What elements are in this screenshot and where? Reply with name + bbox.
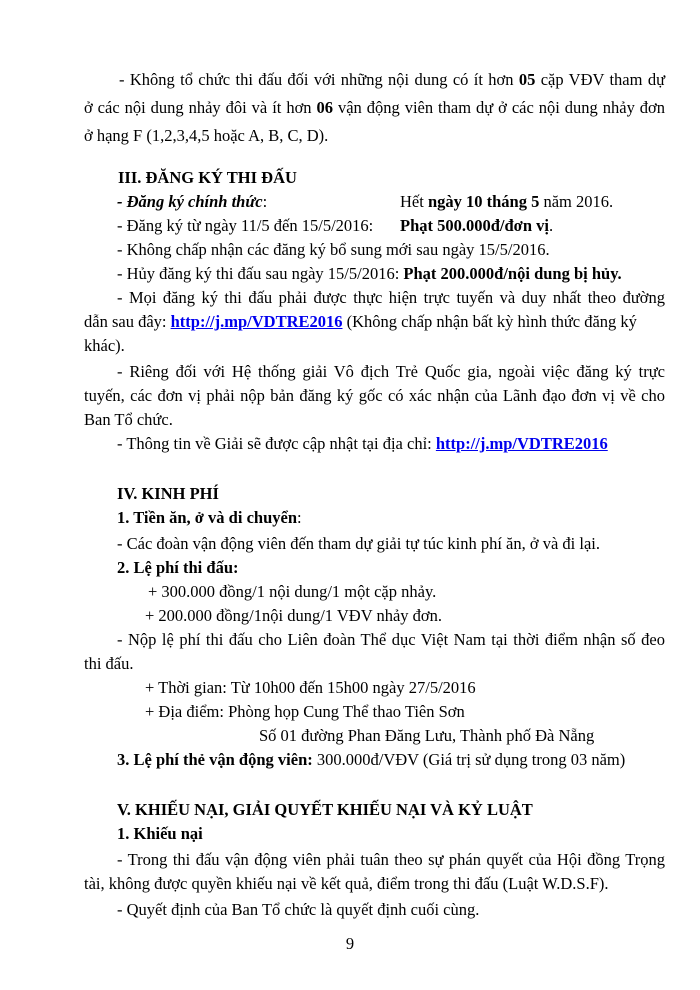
payment-place: + Địa điểm: Phòng họp Cung Thể thao Tiên Sơn [145,702,465,721]
page-number: 9 [345,934,355,953]
fee-payment-line-1: - Nộp lệ phí thi đấu cho Liên đoàn Thể dục Việt Nam tại thời điểm nhận số đeo [117,630,665,649]
payment-address: Số 01 đường Phan Đăng Lưu, Thành phố Đà Nẵng [259,726,595,745]
intro-line-1: - Không tổ chức thi đấu đối với những nội dung có ít hơn 05 cặp VĐV tham dự [119,70,666,89]
complaints-line-3: - Quyết định của Ban Tổ chức là quyết định cuối cùng. [117,900,480,919]
info-update: - Thông tin về Giải sẽ được cập nhật tại địa chỉ: http://j.mp/VDTRE2016 [117,434,608,453]
food-accommodation-title: 1. Tiền ăn, ở và di chuyển: [117,508,302,527]
late-registration-fine: Phạt 500.000đ/đơn vị. [400,216,554,235]
payment-time: + Thời gian: Từ 10h00 đến 15h00 ngày 27/5/2016 [145,678,476,697]
athlete-card-fee: 3. Lệ phí thẻ vận động viên: 300.000đ/VĐV (Giá trị sử dụng trong 03 năm) [117,750,626,769]
youth-championship-line-2: tuyến, các đơn vị phải nộp bản đăng ký gốc có xác nhận của Lãnh đạo đơn vị về cho [84,386,665,405]
youth-championship-line-3: Ban Tổ chức. [84,410,173,429]
no-additional-registration: - Không chấp nhận các đăng ký bổ sung mới sau ngày 15/5/2016. [117,240,550,259]
section-4-heading: IV. KINH PHÍ [117,484,219,503]
registration-link[interactable]: http://j.mp/VDTRE2016 [170,312,343,331]
section-5-heading: V. KHIẾU NẠI, GIẢI QUYẾT KHIẾU NẠI VÀ KỶ LUẬT [117,800,533,819]
entry-fee-solo: + 200.000 đồng/1nội dung/1 VĐV nhảy đơn. [145,606,443,625]
official-registration-label: - Đăng ký chính thức: [117,192,268,211]
online-registration-line-2: dẫn sau đây: http://j.mp/VDTRE2016 (Không chấp nhận bất kỳ hình thức đăng ký [84,312,637,331]
entry-fee-title: 2. Lệ phí thi đấu: [117,558,239,577]
online-registration-line-3: khác). [84,336,125,355]
info-link[interactable]: http://j.mp/VDTRE2016 [435,434,608,453]
entry-fee-pair: + 300.000 đồng/1 nội dung/1 một cặp nhảy. [148,582,437,601]
fee-payment-line-2: thi đấu. [84,654,134,673]
late-registration-label: - Đăng ký từ ngày 11/5 đến 15/5/2016: [117,216,374,235]
section-3-heading: III. ĐĂNG KÝ THI ĐẤU [118,168,297,187]
intro-line-2: ở các nội dung nhảy đôi và ít hơn 06 vận động viên tham dự ở các nội dung nhảy đơn [84,98,665,117]
intro-line-3: ở hạng F (1,2,3,4,5 hoặc A, B, C, D). [84,126,329,145]
complaints-title: 1. Khiếu nại [117,824,203,843]
official-registration-deadline: Hết ngày 10 tháng 5 năm 2016. [400,192,614,211]
food-accommodation-text: - Các đoàn vận động viên đến tham dự giải tự túc kinh phí ăn, ở và đi lại. [117,534,601,553]
complaints-line-1: - Trong thi đấu vận động viên phải tuân theo sự phán quyết của Hội đồng Trọng [117,850,665,869]
youth-championship-line-1: - Riêng đối với Hệ thống giải Vô địch Trẻ Quốc gia, ngoài việc đăng ký trực [117,362,665,381]
online-registration-line-1: - Mọi đăng ký thi đấu phải được thực hiện trực tuyến và duy nhất theo đường [117,288,665,307]
cancel-registration: - Hủy đăng ký thi đấu sau ngày 15/5/2016: Phạt 200.000đ/nội dung bị hủy. [117,264,622,283]
complaints-line-2: tài, không được quyền khiếu nại về kết quả, điểm trong thi đấu (Luật W.D.S.F). [84,874,609,893]
